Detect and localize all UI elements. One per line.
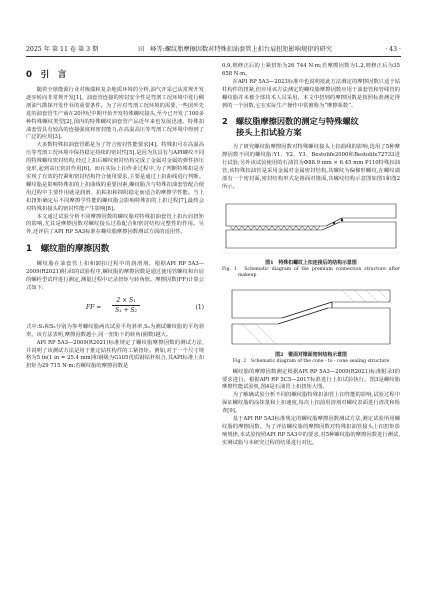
equation-friction-factor xyxy=(26,296,204,320)
section-heading-test-plan xyxy=(222,116,400,138)
paragraph: 0.9,则修正后的上紧扭矩为26 744 N·m;若摩擦因数为1.2,则修正后为35 658 N·m。 xyxy=(222,63,400,77)
page-number: · 43 · xyxy=(385,46,401,53)
running-header xyxy=(26,44,401,55)
paragraph: 为了解确试验分析不同的螺纹脂特殊扣油管上扣性能的影响,试验过程中保证螺纹脂的涂抹量和上扣速度,每次上扣前用溶剂对螺纹表面进行清洗和检查[9]。 xyxy=(222,392,400,415)
figure-2-caption-en: Fig. 2 Schematic diagram of the cone - to - cone sealing structure xyxy=(232,359,390,365)
journal-issue: 2025 年 第 11 卷 第 3 期 xyxy=(26,46,99,53)
figure-1 xyxy=(222,196,400,280)
paragraph: 螺纹脂在油套管上扣和卸扣过程中的润滑剂。根据API RP 5A3—2009(R2021)附录I的试验程序,螺纹脂的摩擦因数是通过使用管螺纹和台肩的螺栓型试样进行测定,测量过程中记录扭矩与转角值。摩擦因数(FF)计算公式如下: xyxy=(26,261,204,291)
equation-fraction xyxy=(112,296,140,315)
paragraph: 本文通过试验分析不同摩擦因数的螺纹脂对特殊扣油套管上扣台肩扭矩的影响,尤其是摩擦因数对螺纹接头过盈配合和密封结构完整性的作用。另外,还评估了API RP 5A3标准在螺纹脂摩擦因数测试方面的适用性。 xyxy=(26,213,204,236)
equation-denominator: S₁ + S₂ xyxy=(115,306,137,314)
connection-structure-diagram xyxy=(222,196,400,258)
paragraph: 为了研究螺纹脂摩擦因数对特殊螺纹接头上扣曲线的影响,选用了5种摩擦因数不同的螺纹脂:Y1、Y2、Y3、Bestolife2000和Bestolife72733进行试验;另外该试验使用的石油管为Φ88.9 mm × 6.45 mm P110特殊扣油管,该特殊扣油管是采用金属对金属密封结构,其螺纹为偏梯形螺纹,在螺纹端部有一个密封面,密封结构形式是锥面对锥面,其螺纹结构示意图如图1和图2所示。 xyxy=(222,144,400,190)
paragraph: API RP 5A3—2009(R2021)标准规定了螺纹脂摩擦因数的测试方法,并说明了该测试方法是用于推定钻柱构件的工紧扭矩。例如,对于一个尺寸规格为5 in(1 in = 25.4 mm)和钢级为G105优质钢钻杆组合,其API标准上扣扭矩为29 715 N·m;若螺纹脂的摩擦因数是 xyxy=(26,339,204,370)
section-heading-intro: 0 引 言 xyxy=(26,70,67,80)
paragraph: 式中:S₁和S₂分别为参考螺纹脂两次试验平均斜率,S₂为测试螺纹脂的平均斜率。该方法表明,摩擦因数越小,同一扭矩下的转角(圈数)越大。 xyxy=(26,323,204,338)
figure-1-caption-en: Fig. 1 Schematic diagram of the premium connection structure after makeup xyxy=(222,266,400,279)
header-rule xyxy=(26,56,401,57)
right-column xyxy=(222,63,400,448)
section-heading-friction: 1 螺纹脂的摩擦因数 xyxy=(26,244,110,255)
paragraph: 基于API RP 5A3标准规定的螺纹脂摩擦因数测试方法,测定试验所用螺纹脂的摩擦因数。为了评估螺纹脂的摩擦因数对特殊扣油管接头上扣扭矩影响规律,本试验按照API RP 5A3中的要求,对5种螺纹脂的摩擦因数进行测试,实测试脂与本研究过程的结果进行对比。 xyxy=(222,416,400,446)
running-title: 田 峰等:螺纹脂摩擦因数对特殊扣油套管上扣台肩扭矩影响规律的研究 xyxy=(138,46,332,53)
figure-2-caption-cn: 图2 锥面对锥面密封结构示意图 xyxy=(275,352,347,359)
section-heading-line: 接头上扣试验方案 xyxy=(236,127,302,138)
cone-seal-diagram xyxy=(222,284,400,350)
paragraph: 在API RP 5A3—2023标准中也说明按此方法测定的摩擦因数只适于钻柱构件的扭紧,但应用该方法测定的螺纹脂摩擦因数应用于油套管和管线管的螺纹脂并未被全部技术人员采用。本文中扭到的摩擦因数是按照标准测定得到的一个因数,它在实际生产操作中常被称为“摩擦系数”。 xyxy=(222,78,400,109)
equation-lhs: FF = xyxy=(86,303,102,311)
figure-2 xyxy=(222,284,400,366)
figure-1-caption-cn: 图1 特殊扣螺纹上扣连接后的结构示意图 xyxy=(265,259,357,266)
paragraph: 螺纹脂的摩擦因数测定根据API RP 5A3—2009(R2021)标准附录I的要求进行。根据API RP 5C5—2017标准进行上扣试验执行。图3是螺纹脂摩擦性能试验机,图4是石油管上扣扭矩大图。 xyxy=(222,368,400,391)
equation-number: (1) xyxy=(195,303,204,311)
paragraph: 随着全球能源行业对极端和复杂地质环境的分析,油气开采已从常规开发逐步转向非常规开发[1]。油套管连接的密封安全性是弯剖工况环境中进行稠剖油气勘探开发作业的重要条件。为了应对弯剖工况环境的需要,一些国外先进的油套管生产商在20世纪中期开始开发特殊螺纹接头,至今已开发了100多种特殊螺纹类型[2],国内的特殊螺纹油套管产品近年来也发展迅速。特殊扣油套管具有较高的连接强度和密封能力,在高温高压等弯剖工况环境中得到了广泛的应用[3]。 xyxy=(26,87,204,141)
equation-numerator: 2 × S₁ xyxy=(112,296,140,306)
left-column xyxy=(26,63,204,371)
paragraph: 大多数特殊扣油套管都是为了符合密封性能要求[4]。特殊扣可在高温高压等弯剖工况环境中保持稳定持续的密封性[5],是因为其具有与API螺纹不同的特殊螺纹密封结构,经过上扣后螺纹密封结构完成了金属对金属的弹性挤压变形,起到高压密封作用[6]。而在实际上扣作业过程中,为了判断特殊扣是否实现了有效的拧紧和密封结构符合使用要求,主要是通过上扣曲线进行判断。螺纹脂是影响特殊扣的上扣曲线的重要因素,螺纹脂含与特殊扣油套管配合使用过程中主要作用就是润滑、抗粘扣和抑阻稳定而适合的摩擦学性能。当上扣扭矩确定后不同摩擦学性能的螺纹脂会影响特殊扣的上扣过程[7],最终会对特殊扣接头的密封性能产生影响[8]。 xyxy=(26,142,204,212)
section-heading-line: 2 螺纹脂摩擦因数的测定与特殊螺纹 xyxy=(222,116,359,127)
